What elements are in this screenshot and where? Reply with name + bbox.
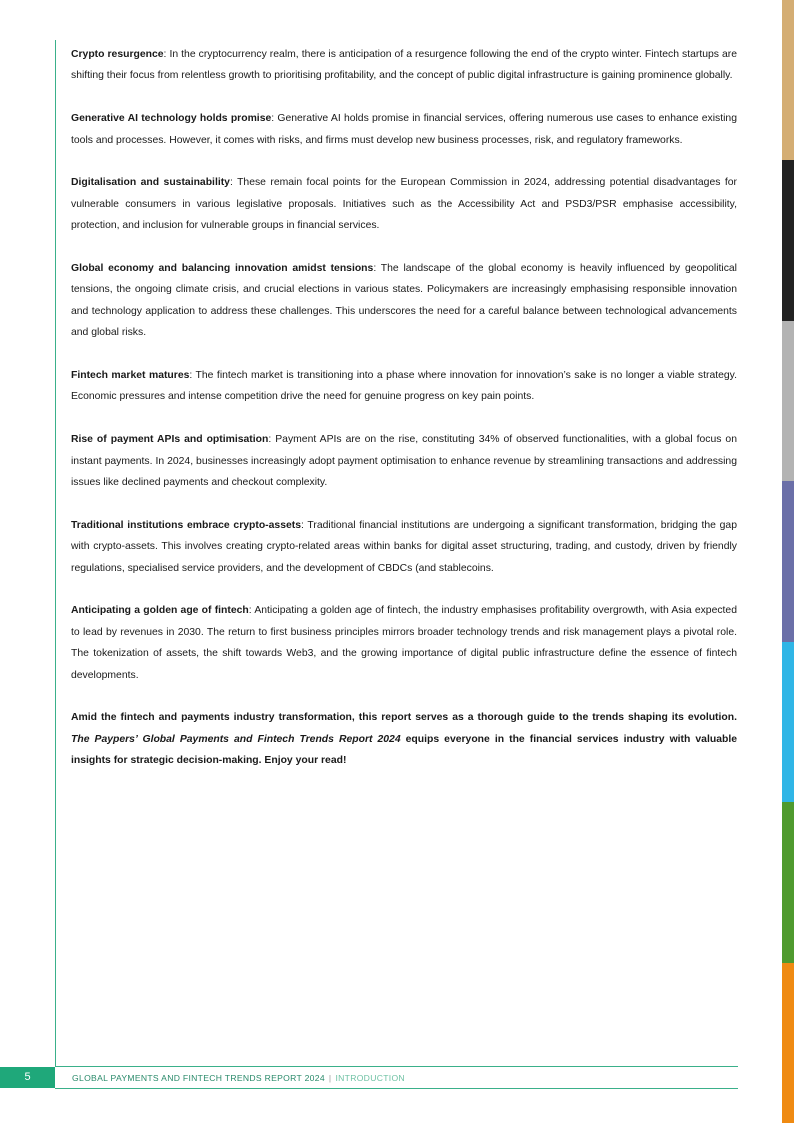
trend-text: : In the cryptocurrency realm, there is anticipation of a resurgence following the end of the crypto winter. Fintech startups are shifting their focus from relentless growth to prioritising profitability, and the concept of public digital infrastructure is gaining prominence globally. [71,49,738,82]
trend-text: : Payment APIs are on the rise, constituting 34% of observed functionalities, with a global focus on instant payments. In 2024, businesses increasingly adopt payment optimisation to enhance revenue by streamlining transactions and addressing issues like declined payments and checkout complexity. [71,434,737,489]
trend-text: : Anticipating a golden age of fintech, the industry emphasises profitability overgrowth, with Asia expected to lead by revenues in 2030. The return to first business principles mirrors broader technology trends and risk management plays a pivotal role. The tokenization of assets, the shift towards Web3, and the growing importance of digital public infrastructure define the essence of fintech developments. [71,605,737,681]
trend-paragraph [71,365,737,408]
color-stripe [782,642,794,802]
report-title: The Paypers’ Global Payments and Fintech Trends Report 2024 [71,733,401,745]
page-number: 5 [0,1067,55,1088]
trend-text: : The fintech market is transitioning into a phase where innovation for innovation’s sake is no longer a viable strategy. Economic pressures and intense competition drive the need for genuine progress on key pain points. [71,370,737,403]
footer-section-name: INTRODUCTION [335,1073,405,1083]
color-stripe-bar [782,0,794,1123]
trend-text: : Traditional financial institutions are undergoing a significant transformation, bridging the gap with crypto-assets. This involves creating crypto-related areas within banks for digital asset structuring, trading, and custody, driven by friendly regulations, specialised service providers, and the development of CBDCs (and stablecoins. [71,519,737,574]
color-stripe [782,963,794,1123]
color-stripe [782,321,794,481]
trend-heading: Global economy and balancing innovation amidst tensions [71,263,374,275]
footer-report-title: GLOBAL PAYMENTS AND FINTECH TRENDS REPORT 2024 [72,1073,325,1083]
left-margin-rule [55,40,56,1067]
color-stripe [782,481,794,641]
trend-paragraph [71,258,737,344]
trend-heading: Generative AI technology holds promise [71,113,272,125]
trend-heading: Fintech market matures [71,370,190,382]
trend-heading: Traditional institutions embrace crypto-assets [71,519,301,531]
trend-heading: Digitalisation and sustainability [71,177,230,189]
trend-paragraph [71,600,737,686]
trend-paragraph [71,172,737,236]
closing-lead: Amid the fintech and payments industry transformation, this report serves as a thorough guide to the trends shaping its evolution. [71,712,737,724]
trend-text: : The landscape of the global economy is heavily influenced by geopolitical tensions, the ongoing climate crisis, and crucial elections in various states. Policymakers are increasingly emphasising responsible innovation and technology application to address these challenges. This underscores the need for a careful balance between technological advancements and global risks. [71,263,737,339]
footer-rule [55,1088,738,1089]
closing-paragraph [71,707,737,771]
main-content [71,44,737,793]
trend-paragraph [71,108,737,151]
trend-heading: Rise of payment APIs and optimisation [71,434,269,446]
trend-text: : These remain focal points for the European Commission in 2024, addressing potential disadvantages for vulnerable consumers in various legislative proposals. Initiatives such as the Accessibility Act and PSD3/PSR emphasise accessibility, protection, and inclusion for vulnerable groups in financial services. [71,177,737,232]
footer-running-title [72,1067,405,1088]
color-stripe [782,0,794,160]
closing-tail: equips everyone in the financial services industry with valuable insights for strategic decision-making. Enjoy your read! [71,733,737,767]
trend-paragraph [71,429,737,493]
color-stripe [782,802,794,962]
trend-heading: Anticipating a golden age of fintech [71,605,249,617]
trend-paragraph [71,44,737,87]
footer-separator: | [328,1073,332,1083]
trend-heading: Crypto resurgence [71,49,164,60]
trend-paragraph [71,515,737,579]
trend-text: : Generative AI holds promise in financial services, offering numerous use cases to enhance existing tools and processes. However, it comes with risks, and firms must develop new business processes, risk, and regulatory frameworks. [71,113,737,146]
color-stripe [782,160,794,320]
